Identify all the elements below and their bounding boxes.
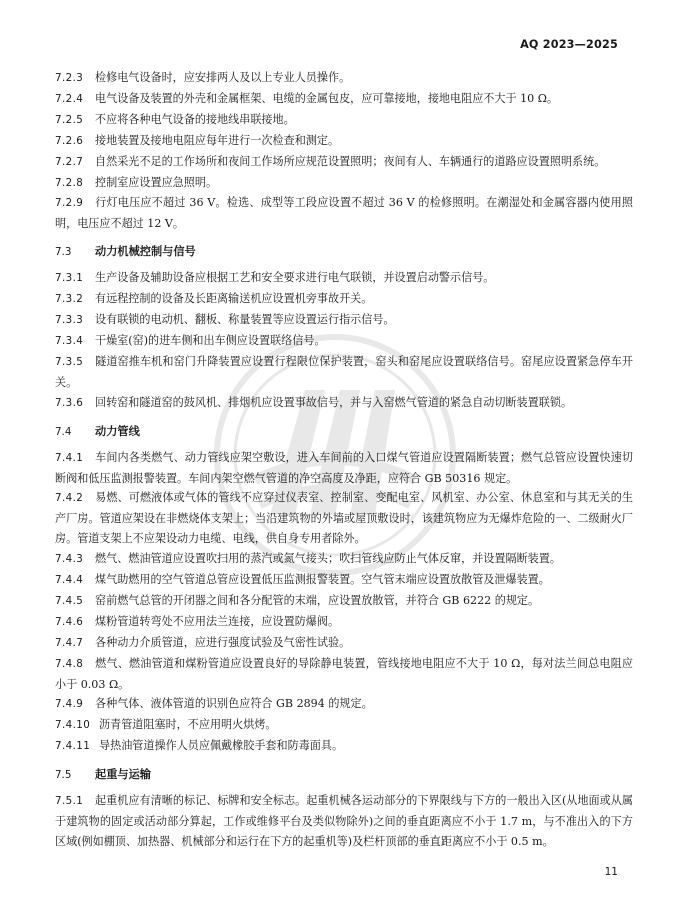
clause-number: 7.3.2	[55, 293, 84, 306]
clause-number: 7.3.1	[55, 272, 84, 285]
section-heading	[55, 422, 633, 442]
page-number: 11	[604, 866, 618, 878]
clause-number: 7.4.6	[55, 615, 84, 628]
clause-text: 自然采光不足的工作场所和夜间工作场所应规范设置照明；夜间有人、车辆通行的道路应设置照明系统。	[95, 154, 606, 168]
clause-number: 7.3.5	[55, 355, 84, 368]
clause-text: 干燥室(窑)的进车侧和出车侧应设置联络信号。	[95, 333, 326, 347]
clause-paragraph	[55, 393, 633, 414]
clause-text: 窑前燃气总管的开闭器之间和各分配管的末端，应设置放散管，并符合 GB 6222 的规定。	[95, 593, 540, 607]
clause-paragraph	[55, 694, 633, 715]
clause-paragraph	[55, 591, 633, 612]
clause-paragraph	[55, 152, 633, 173]
clause-number: 7.4.3	[55, 553, 84, 566]
clause-number: 7.4.9	[55, 698, 84, 711]
section-number: 7.4	[55, 425, 72, 438]
clause-paragraph	[55, 791, 633, 852]
clause-paragraph	[55, 654, 633, 695]
standard-code-header: AQ 2023—2025	[520, 38, 618, 51]
clause-paragraph	[55, 736, 633, 757]
clause-text: 起重机应有清晰的标记、标牌和安全标志。起重机械各运动部分的下界限线与下方的一般出入区(从地面或从属于建筑物的固定或活动部分算起，工作或维修平台及类似物除外)之间的垂直距离应不小于 1.7 m，与不准出入的下方区域(例如棚顶、加热器、机械部分和运行在下方的起重机等)及栏杆顶部的垂直距离应不小于 0.5 m。	[55, 794, 633, 848]
clause-number: 7.3.6	[55, 396, 84, 409]
clause-number: 7.4.11	[55, 740, 91, 753]
clause-number: 7.4.4	[55, 574, 84, 587]
clause-text: 电气设备及装置的外壳和金属框架、电缆的金属包皮，应可靠接地，接地电阻应不大于 10 Ω。	[95, 91, 559, 105]
clause-paragraph	[55, 68, 633, 89]
clause-text: 各种动力介质管道，应进行强度试验及气密性试验。	[95, 635, 351, 649]
clause-number: 7.2.8	[55, 176, 84, 189]
clause-number: 7.2.6	[55, 134, 84, 147]
clause-paragraph	[55, 549, 633, 570]
clause-text: 导热油管道操作人员应佩戴橡胶手套和防毒面具。	[99, 739, 344, 753]
clause-paragraph	[55, 570, 633, 591]
clause-paragraph	[55, 289, 633, 310]
clause-paragraph	[55, 310, 633, 331]
document-body	[55, 68, 633, 852]
clause-text: 煤粉管道转弯处不应用法兰连接，应设置防爆阀。	[95, 614, 340, 628]
clause-paragraph	[55, 448, 633, 489]
section-title: 动力机械控制与信号	[95, 245, 196, 259]
clause-paragraph	[55, 89, 633, 110]
clause-paragraph	[55, 131, 633, 152]
section-number: 7.3	[55, 246, 72, 259]
clause-text: 生产设备及辅助设备应根据工艺和安全要求进行电气联锁，并设置启动警示信号。	[95, 271, 495, 285]
clause-number: 7.2.5	[55, 113, 84, 126]
clause-paragraph	[55, 352, 633, 393]
clause-number: 7.4.5	[55, 594, 84, 607]
clause-text: 设有联锁的电动机、翻板、称量装置等应设置运行指示信号。	[95, 313, 395, 327]
clause-text: 回转窑和隧道窑的鼓风机、排烟机应设置事故信号，并与入窑燃气管道的紧急自动切断装置联锁。	[95, 395, 573, 409]
clause-number: 7.4.7	[55, 636, 84, 649]
clause-text: 接地装置及接地电阻应每年进行一次检查和测定。	[95, 133, 340, 147]
clause-paragraph	[55, 488, 633, 549]
section-number: 7.5	[55, 769, 72, 782]
clause-text: 燃气、燃油管道和煤粉管道应设置良好的导除静电装置，管线接地电阻应不大于 10 Ω，每对法兰间总电阻应小于 0.03 Ω。	[55, 656, 633, 691]
clause-text: 煤气助燃用的空气管道总管应设置低压监测报警装置。空气管末端应设置放散管及泄爆装置。	[95, 573, 550, 587]
clause-text: 沥青管道阻塞时，不应用明火烘烤。	[99, 718, 277, 732]
section-title: 起重与运输	[95, 768, 151, 782]
clause-number: 7.4.10	[55, 719, 91, 732]
section-heading	[55, 242, 633, 262]
section-heading	[55, 765, 633, 785]
clause-number: 7.3.3	[55, 314, 84, 327]
clause-number: 7.4.2	[55, 492, 84, 505]
clause-paragraph	[55, 715, 633, 736]
clause-text: 易燃、可燃液体或气体的管线不应穿过仪表室、控制室、变配电室、风机室、办公室、休息室和与其无关的生产厂房。管道应架设在非燃烧体支架上；当沿建筑物的外墙或屋顶敷设时，该建筑物应为无爆炸危险的一、二级耐火厂房。管道支架上不应架设动力电缆、电线，供自身专用者除外。	[55, 491, 633, 546]
clause-text: 不应将各种电气设备的接地线串联接地。	[95, 112, 295, 126]
clause-number: 7.2.9	[55, 197, 84, 210]
clause-text: 控制室应设置应急照明。	[95, 175, 218, 189]
clause-paragraph	[55, 633, 633, 654]
clause-number: 7.2.7	[55, 155, 84, 168]
clause-paragraph	[55, 193, 633, 234]
clause-paragraph	[55, 110, 633, 131]
clause-number: 7.5.1	[55, 795, 84, 808]
clause-text: 检修电气设备时，应安排两人及以上专业人员操作。	[95, 71, 351, 84]
clause-paragraph	[55, 331, 633, 352]
clause-text: 燃气、燃油管道应设置吹扫用的蒸汽或氮气接头；吹扫管线应防止气体反窜，并设置隔断装置。	[95, 552, 561, 566]
clause-number: 7.4.8	[55, 657, 84, 670]
clause-text: 行灯电压应不超过 36 V。检选、成型等工段应设置不超过 36 V 的检修照明。在潮湿处和金属容器内使用照明，电压应不超过 12 V。	[55, 196, 633, 231]
clause-paragraph	[55, 173, 633, 194]
clause-text: 车间内各类燃气、动力管线应架空敷设，进入车间前的入口煤气管道应设置隔断装置；燃气总管应设置快速切断阀和低压监测报警装置。车间内架空燃气管道的净空高度及净距，应符合 GB 50316 规定。	[55, 450, 633, 485]
clause-paragraph	[55, 268, 633, 289]
section-title: 动力管线	[95, 424, 140, 438]
clause-text: 各种气体、液体管道的识别色应符合 GB 2894 的规定。	[95, 697, 373, 711]
clause-paragraph	[55, 612, 633, 633]
clause-number: 7.3.4	[55, 334, 84, 347]
clause-text: 有远程控制的设备及长距离输送机应设置机旁事故开关。	[95, 292, 373, 306]
clause-number: 7.4.1	[55, 451, 84, 464]
clause-number: 7.2.3	[55, 72, 84, 84]
clause-number: 7.2.4	[55, 92, 84, 105]
clause-text: 隧道窑推车机和窑门升降装置应设置行程限位保护装置，窑头和窑尾应设置联络信号。窑尾应设置紧急停车开关。	[55, 354, 633, 389]
